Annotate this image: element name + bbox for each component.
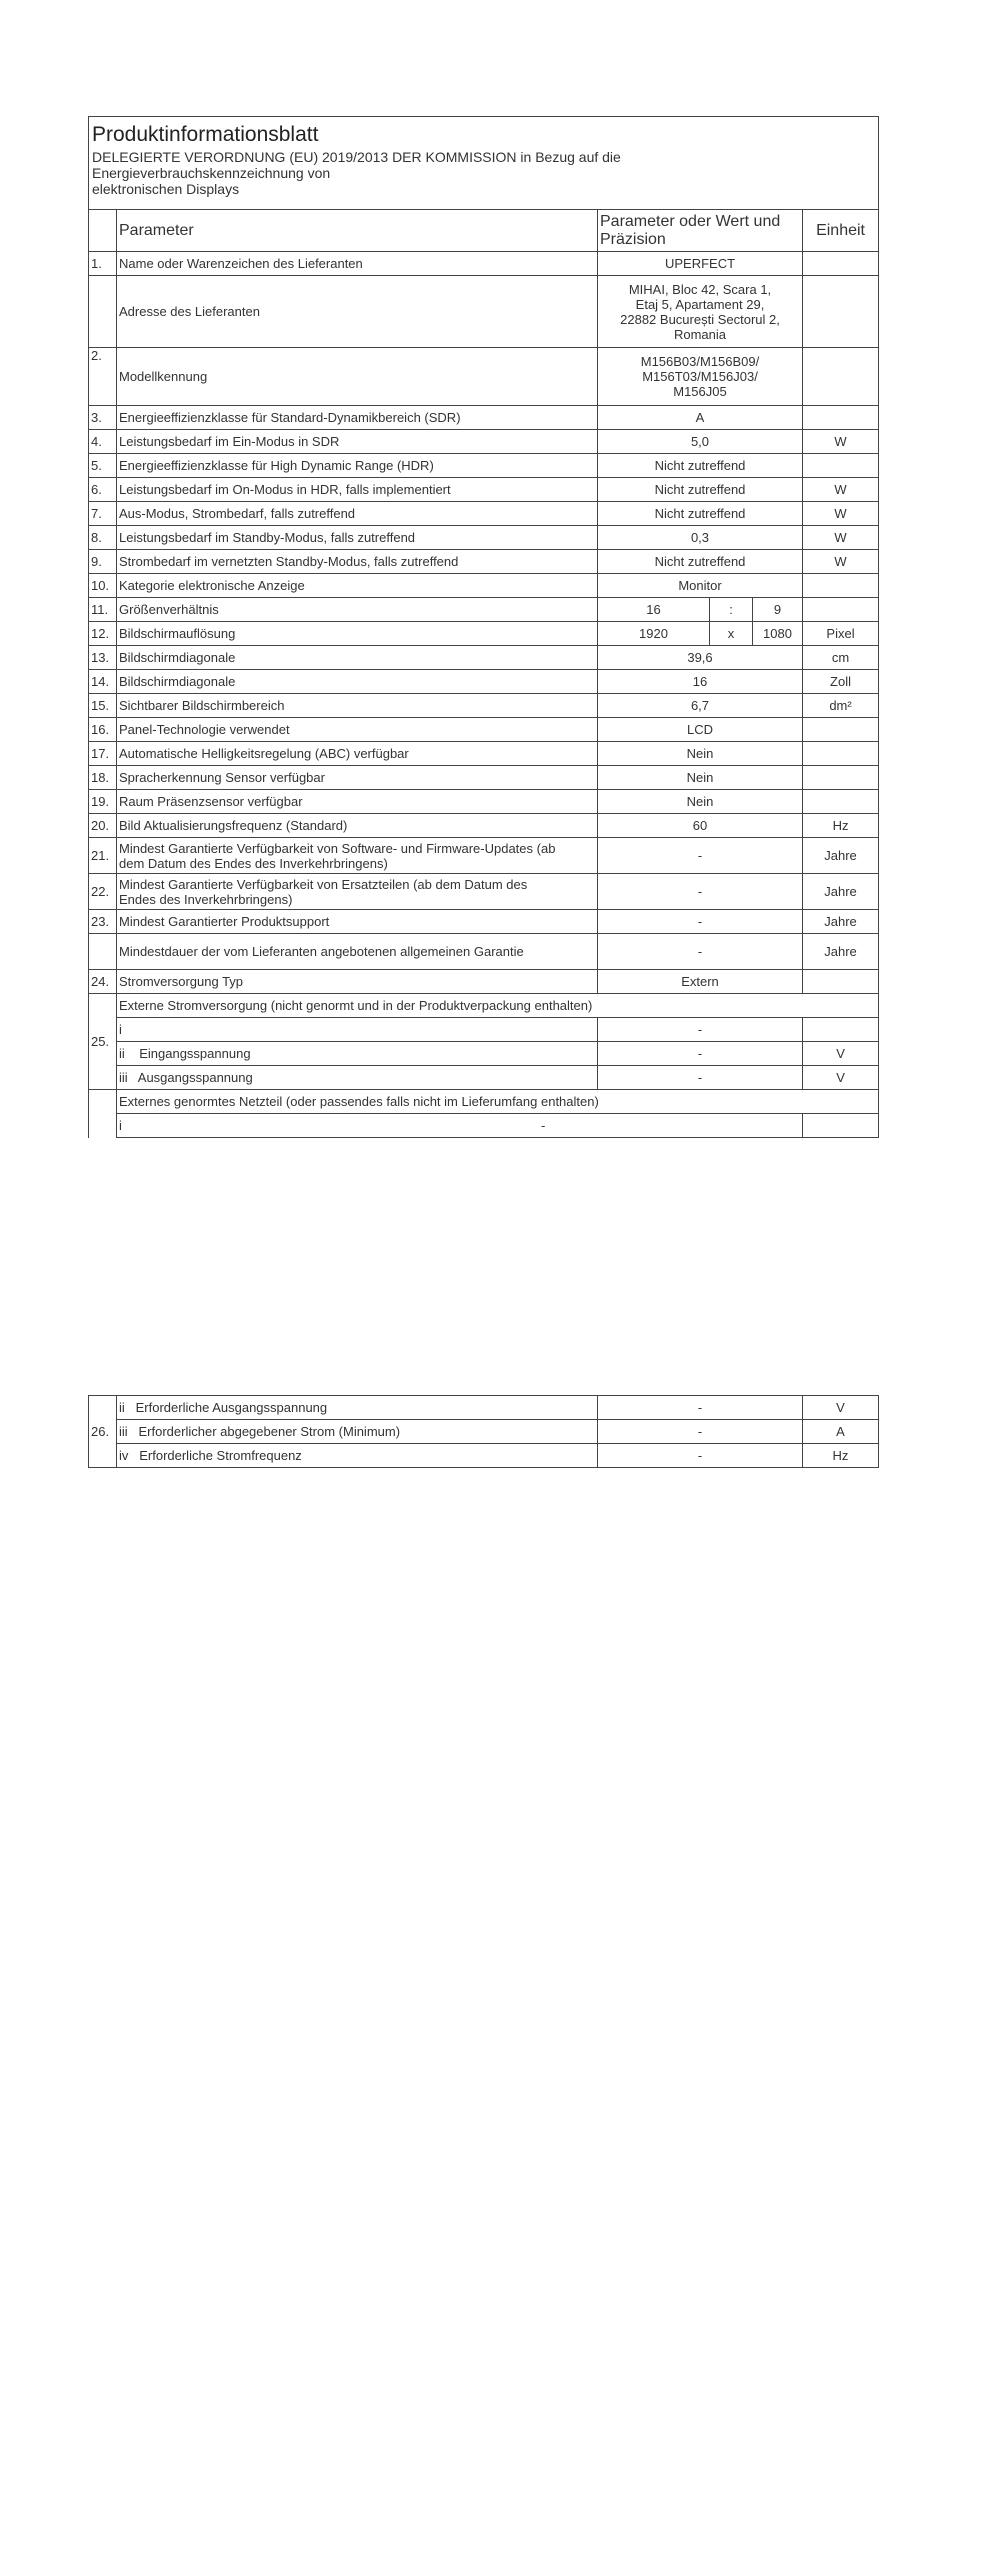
row-label: Energieeffizienzklasse für High Dynamic Range (HDR) bbox=[117, 454, 598, 478]
row-value: 16 bbox=[598, 670, 803, 694]
row-number: 10. bbox=[89, 574, 117, 598]
row-label: Mindest Garantierter Produktsupport bbox=[117, 910, 598, 934]
row-value: UPERFECT bbox=[598, 252, 803, 276]
table-row bbox=[89, 1066, 879, 1090]
row-value: LCD bbox=[598, 718, 803, 742]
row-label: Leistungsbedarf im Ein-Modus in SDR bbox=[117, 430, 598, 454]
table-row bbox=[89, 1444, 879, 1468]
row-number: 14. bbox=[89, 670, 117, 694]
row-unit bbox=[803, 718, 879, 742]
table-row bbox=[89, 622, 879, 646]
row-label bbox=[117, 874, 598, 910]
row-value: Nicht zutreffend bbox=[598, 478, 803, 502]
row-number: 18. bbox=[89, 766, 117, 790]
row-value: - bbox=[598, 1396, 803, 1420]
table-row bbox=[89, 910, 879, 934]
product-info-table bbox=[88, 116, 879, 1138]
row-value: - bbox=[598, 934, 803, 970]
resolution-width: 1920 bbox=[598, 622, 710, 646]
row-value: - bbox=[598, 1444, 803, 1468]
row-label: Kategorie elektronische Anzeige bbox=[117, 574, 598, 598]
row-unit bbox=[803, 454, 879, 478]
row-value: Extern bbox=[598, 970, 803, 994]
row-number: 1. bbox=[89, 252, 117, 276]
row-value: 6,7 bbox=[598, 694, 803, 718]
ratio-width: 16 bbox=[598, 598, 710, 622]
row-unit bbox=[803, 766, 879, 790]
row-label-value bbox=[117, 1114, 803, 1138]
row-unit bbox=[803, 406, 879, 430]
table-row bbox=[89, 574, 879, 598]
row-unit: dm² bbox=[803, 694, 879, 718]
header-parameter: Parameter bbox=[117, 210, 598, 252]
table-row bbox=[89, 502, 879, 526]
row-label: Automatische Helligkeitsregelung (ABC) verfügbar bbox=[117, 742, 598, 766]
row-number: 7. bbox=[89, 502, 117, 526]
value-line: M156T03/M156J03/ bbox=[642, 369, 758, 384]
subtitle-line: elektronischen Displays bbox=[92, 181, 240, 197]
page-title: Produktinformationsblatt bbox=[92, 123, 319, 146]
row-label: iii Ausgangsspannung bbox=[117, 1066, 598, 1090]
table-row bbox=[89, 670, 879, 694]
value-line: MIHAI, Bloc 42, Scara 1, bbox=[628, 281, 772, 297]
row-value: Nein bbox=[598, 742, 803, 766]
table-row bbox=[89, 790, 879, 814]
product-info-table-continued bbox=[88, 1395, 879, 1468]
row-unit: cm bbox=[803, 646, 879, 670]
row-label: Strombedarf im vernetzten Standby-Modus, falls zutreffend bbox=[117, 550, 598, 574]
row-label: Aus-Modus, Strombedarf, falls zutreffend bbox=[117, 502, 598, 526]
product-info-sheet-continued bbox=[88, 1395, 878, 1468]
row-number: 20. bbox=[89, 814, 117, 838]
row-value: Nicht zutreffend bbox=[598, 550, 803, 574]
header-unit: Einheit bbox=[803, 210, 879, 252]
row-number: 9. bbox=[89, 550, 117, 574]
row-value: Nicht zutreffend bbox=[598, 502, 803, 526]
row-value: - bbox=[541, 1118, 546, 1133]
header-value bbox=[598, 210, 803, 252]
row-number: 19. bbox=[89, 790, 117, 814]
row-label: Bildschirmdiagonale bbox=[117, 646, 598, 670]
row-number: 11. bbox=[89, 598, 117, 622]
row-value: - bbox=[598, 1018, 803, 1042]
value-line: Romania bbox=[673, 326, 727, 342]
row-number: 24. bbox=[89, 970, 117, 994]
value-line: 22882 București Sectorul 2, bbox=[620, 311, 780, 327]
label-line: Mindest Garantierte Verfügbarkeit von Ersatzteilen (ab dem Datum des bbox=[119, 876, 528, 892]
row-unit: W bbox=[803, 478, 879, 502]
row-label: Größenverhältnis bbox=[117, 598, 598, 622]
label-line: Mindest Garantierte Verfügbarkeit von Software- und Firmware-Updates (ab bbox=[119, 840, 556, 856]
table-row bbox=[89, 934, 879, 970]
row-number: 17. bbox=[89, 742, 117, 766]
row-unit bbox=[803, 790, 879, 814]
table-row bbox=[89, 814, 879, 838]
row-unit: A bbox=[803, 1420, 879, 1444]
row-unit bbox=[803, 574, 879, 598]
row-value: - bbox=[598, 1066, 803, 1090]
row-unit: V bbox=[803, 1396, 879, 1420]
table-row bbox=[89, 742, 879, 766]
row-number: 25. bbox=[89, 994, 117, 1090]
row-label: Raum Präsenzsensor verfügbar bbox=[117, 790, 598, 814]
table-row bbox=[89, 598, 879, 622]
row-label: Bildschirmdiagonale bbox=[117, 670, 598, 694]
row-unit: Hz bbox=[803, 814, 879, 838]
title-row bbox=[89, 117, 879, 210]
row-value: A bbox=[598, 406, 803, 430]
row-value: - bbox=[598, 1420, 803, 1444]
row-label: Energieeffizienzklasse für Standard-Dynamikbereich (SDR) bbox=[117, 406, 598, 430]
row-unit bbox=[803, 348, 879, 406]
table-row bbox=[89, 838, 879, 874]
resolution-height: 1080 bbox=[753, 622, 803, 646]
row-number: 13. bbox=[89, 646, 117, 670]
product-info-sheet bbox=[88, 116, 878, 1138]
row-label: i bbox=[117, 1018, 598, 1042]
header-num bbox=[89, 210, 117, 252]
row-label: Adresse des Lieferanten bbox=[117, 276, 598, 348]
row-number: 12. bbox=[89, 622, 117, 646]
row-number: 4. bbox=[89, 430, 117, 454]
ratio-height: 9 bbox=[753, 598, 803, 622]
row-value: - bbox=[598, 838, 803, 874]
label-line: dem Datum des Endes des Inverkehrbringens) bbox=[119, 855, 388, 871]
row-unit bbox=[803, 1114, 879, 1138]
row-number: 15. bbox=[89, 694, 117, 718]
row-unit: W bbox=[803, 526, 879, 550]
table-row bbox=[89, 252, 879, 276]
row-number: 5. bbox=[89, 454, 117, 478]
row-unit: Jahre bbox=[803, 910, 879, 934]
table-row bbox=[89, 994, 879, 1018]
row-label: iv Erforderliche Stromfrequenz bbox=[117, 1444, 598, 1468]
table-row bbox=[89, 1420, 879, 1444]
row-label: Mindestdauer der vom Lieferanten angebotenen allgemeinen Garantie bbox=[117, 934, 598, 970]
row-unit bbox=[803, 252, 879, 276]
resolution-separator: x bbox=[710, 622, 753, 646]
header-row bbox=[89, 210, 879, 252]
row-unit: Jahre bbox=[803, 934, 879, 970]
row-number: 22. bbox=[89, 874, 117, 910]
table-row bbox=[89, 348, 879, 406]
row-unit bbox=[803, 970, 879, 994]
row-label: Leistungsbedarf im Standby-Modus, falls zutreffend bbox=[117, 526, 598, 550]
row-label: Leistungsbedarf im On-Modus in HDR, falls implementiert bbox=[117, 478, 598, 502]
table-row bbox=[89, 694, 879, 718]
subtitle-line: DELEGIERTE VERORDNUNG (EU) 2019/2013 DER KOMMISSION in Bezug auf die bbox=[92, 149, 621, 165]
row-label: iii Erforderlicher abgegebener Strom (Minimum) bbox=[117, 1420, 598, 1444]
ratio-separator: : bbox=[710, 598, 753, 622]
row-label: Name oder Warenzeichen des Lieferanten bbox=[117, 252, 598, 276]
row-unit: Hz bbox=[803, 1444, 879, 1468]
row-value bbox=[598, 276, 803, 348]
row-unit: Pixel bbox=[803, 622, 879, 646]
table-row bbox=[89, 970, 879, 994]
row-label bbox=[117, 838, 598, 874]
section-heading: Externe Stromversorgung (nicht genormt und in der Produktverpackung enthalten) bbox=[117, 994, 879, 1018]
row-label: Panel-Technologie verwendet bbox=[117, 718, 598, 742]
row-number bbox=[89, 1090, 117, 1138]
row-value: - bbox=[598, 874, 803, 910]
row-unit bbox=[803, 742, 879, 766]
row-value: 0,3 bbox=[598, 526, 803, 550]
row-label: Stromversorgung Typ bbox=[117, 970, 598, 994]
row-unit: W bbox=[803, 502, 879, 526]
subtitle bbox=[92, 149, 875, 197]
table-row bbox=[89, 874, 879, 910]
row-label: Bildschirmauflösung bbox=[117, 622, 598, 646]
table-row bbox=[89, 526, 879, 550]
table-row bbox=[89, 718, 879, 742]
table-row bbox=[89, 550, 879, 574]
row-number bbox=[89, 276, 117, 348]
row-number: 21. bbox=[89, 838, 117, 874]
row-unit: V bbox=[803, 1066, 879, 1090]
label-line: Endes des Inverkehrbringens) bbox=[119, 891, 293, 907]
row-number: 23. bbox=[89, 910, 117, 934]
row-number: 16. bbox=[89, 718, 117, 742]
row-value: Nicht zutreffend bbox=[598, 454, 803, 478]
section-heading: Externes genormtes Netzteil (oder passendes falls nicht im Lieferumfang enthalten) bbox=[117, 1090, 879, 1114]
table-row bbox=[89, 430, 879, 454]
row-value bbox=[598, 348, 803, 406]
row-unit: Jahre bbox=[803, 838, 879, 874]
row-label: i bbox=[119, 1118, 122, 1133]
row-number: 8. bbox=[89, 526, 117, 550]
row-label: ii Eingangsspannung bbox=[117, 1042, 598, 1066]
row-label: ii Erforderliche Ausgangsspannung bbox=[117, 1396, 598, 1420]
header-value-line: Parameter oder Wert und bbox=[600, 212, 781, 230]
row-label: Sichtbarer Bildschirmbereich bbox=[117, 694, 598, 718]
row-unit bbox=[803, 1018, 879, 1042]
table-row bbox=[89, 766, 879, 790]
row-unit bbox=[803, 276, 879, 348]
row-unit bbox=[803, 598, 879, 622]
row-value: Monitor bbox=[598, 574, 803, 598]
table-row bbox=[89, 1396, 879, 1420]
row-value: 39,6 bbox=[598, 646, 803, 670]
row-value: Nein bbox=[598, 766, 803, 790]
header-value-line: Präzision bbox=[600, 230, 666, 248]
row-value: 5,0 bbox=[598, 430, 803, 454]
title-cell bbox=[89, 117, 879, 210]
row-number: 3. bbox=[89, 406, 117, 430]
table-row bbox=[89, 646, 879, 670]
row-value: - bbox=[598, 910, 803, 934]
table-row bbox=[89, 1114, 879, 1138]
row-unit: W bbox=[803, 430, 879, 454]
value-line: Etaj 5, Apartament 29, bbox=[635, 296, 765, 312]
row-value: Nein bbox=[598, 790, 803, 814]
row-number: 6. bbox=[89, 478, 117, 502]
row-label: Modellkennung bbox=[117, 348, 598, 406]
table-row bbox=[89, 276, 879, 348]
row-number: 26. bbox=[89, 1396, 117, 1468]
row-unit: Jahre bbox=[803, 874, 879, 910]
row-unit: V bbox=[803, 1042, 879, 1066]
row-value: 60 bbox=[598, 814, 803, 838]
table-row bbox=[89, 454, 879, 478]
row-number: 2. bbox=[89, 348, 117, 406]
row-number bbox=[89, 934, 117, 970]
value-line: M156B03/M156B09/ bbox=[640, 354, 760, 369]
value-line: M156J05 bbox=[673, 384, 727, 399]
row-unit: W bbox=[803, 550, 879, 574]
subtitle-line: Energieverbrauchskennzeichnung von bbox=[92, 165, 331, 181]
table-row bbox=[89, 1090, 879, 1114]
row-label: Bild Aktualisierungsfrequenz (Standard) bbox=[117, 814, 598, 838]
row-label: Spracherkennung Sensor verfügbar bbox=[117, 766, 598, 790]
table-row bbox=[89, 1042, 879, 1066]
row-unit: Zoll bbox=[803, 670, 879, 694]
table-row bbox=[89, 406, 879, 430]
table-row bbox=[89, 1018, 879, 1042]
row-value: - bbox=[598, 1042, 803, 1066]
table-row bbox=[89, 478, 879, 502]
